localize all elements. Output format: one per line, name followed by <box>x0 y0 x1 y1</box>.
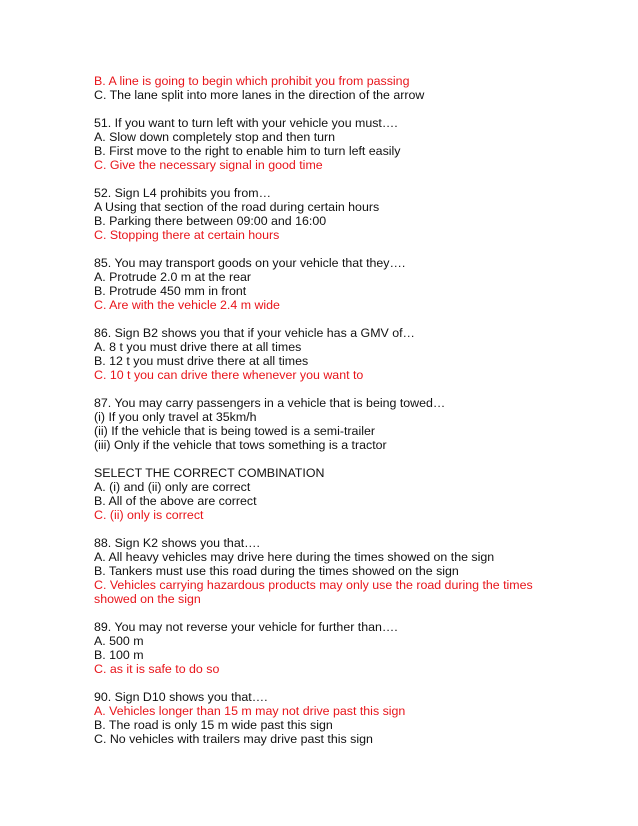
block-spacer <box>94 242 564 256</box>
option-line: B. First move to the right to enable him to turn left easily <box>94 144 401 158</box>
question-block <box>94 256 564 312</box>
question-block <box>94 620 564 676</box>
question-text: 86. Sign B2 shows you that if your vehicle has a GMV of… <box>94 326 415 340</box>
question-text: 89. You may not reverse your vehicle for further than…. <box>94 620 398 634</box>
option-line: C. No vehicles with trailers may drive past this sign <box>94 732 373 746</box>
question-text: 85. You may transport goods on your vehicle that they…. <box>94 256 406 270</box>
option-line: B. The road is only 15 m wide past this sign <box>94 718 333 732</box>
quiz-content <box>94 74 564 746</box>
option-line: A Using that section of the road during certain hours <box>94 200 380 214</box>
option-line: (i) If you only travel at 35km/h <box>94 410 257 424</box>
correct-answer-line: C. Stopping there at certain hours <box>94 228 280 242</box>
option-line: B. All of the above are correct <box>94 494 257 508</box>
question-block <box>94 690 564 746</box>
option-line: A. (i) and (ii) only are correct <box>94 480 251 494</box>
option-line: B. Parking there between 09:00 and 16:00 <box>94 214 327 228</box>
correct-answer-line: C. Vehicles carrying hazardous products may only use the road during the times showed on the sign <box>94 578 533 606</box>
correct-answer-line: C. as it is safe to do so <box>94 662 220 676</box>
option-line: C. The lane split into more lanes in the direction of the arrow <box>94 88 425 102</box>
option-line: (iii) Only if the vehicle that tows something is a tractor <box>94 438 387 452</box>
option-line: A. 8 t you must drive there at all times <box>94 340 302 354</box>
question-text: 90. Sign D10 shows you that…. <box>94 690 268 704</box>
question-block <box>94 536 564 606</box>
question-text: SELECT THE CORRECT COMBINATION <box>94 466 325 480</box>
question-text: 52. Sign L4 prohibits you from… <box>94 186 272 200</box>
correct-answer-line: A. Vehicles longer than 15 m may not drive past this sign <box>94 704 406 718</box>
question-text: 87. You may carry passengers in a vehicle that is being towed… <box>94 396 446 410</box>
question-block <box>94 396 564 452</box>
option-line: B. Protrude 450 mm in front <box>94 284 247 298</box>
option-line: B. 12 t you must drive there at all times <box>94 354 309 368</box>
block-spacer <box>94 382 564 396</box>
question-block <box>94 186 564 242</box>
question-block <box>94 74 564 102</box>
question-block <box>94 116 564 172</box>
question-text: 88. Sign K2 shows you that…. <box>94 536 260 550</box>
block-spacer <box>94 452 564 466</box>
block-spacer <box>94 172 564 186</box>
block-spacer <box>94 606 564 620</box>
correct-answer-line: C. Are with the vehicle 2.4 m wide <box>94 298 280 312</box>
option-line: (ii) If the vehicle that is being towed is a semi-trailer <box>94 424 375 438</box>
question-text: 51. If you want to turn left with your vehicle you must…. <box>94 116 398 130</box>
option-line: A. All heavy vehicles may drive here during the times showed on the sign <box>94 550 495 564</box>
block-spacer <box>94 312 564 326</box>
option-line: B. Tankers must use this road during the times showed on the sign <box>94 564 459 578</box>
option-line: B. 100 m <box>94 648 144 662</box>
block-spacer <box>94 522 564 536</box>
question-block <box>94 466 564 522</box>
question-block <box>94 326 564 382</box>
correct-answer-line: C. 10 t you can drive there whenever you want to <box>94 368 364 382</box>
correct-answer-line: C. Give the necessary signal in good time <box>94 158 323 172</box>
option-line: A. Slow down completely stop and then turn <box>94 130 336 144</box>
block-spacer <box>94 676 564 690</box>
option-line: A. 500 m <box>94 634 144 648</box>
correct-answer-line: C. (ii) only is correct <box>94 508 204 522</box>
option-line: A. Protrude 2.0 m at the rear <box>94 270 252 284</box>
block-spacer <box>94 102 564 116</box>
correct-answer-line: B. A line is going to begin which prohibit you from passing <box>94 74 410 88</box>
